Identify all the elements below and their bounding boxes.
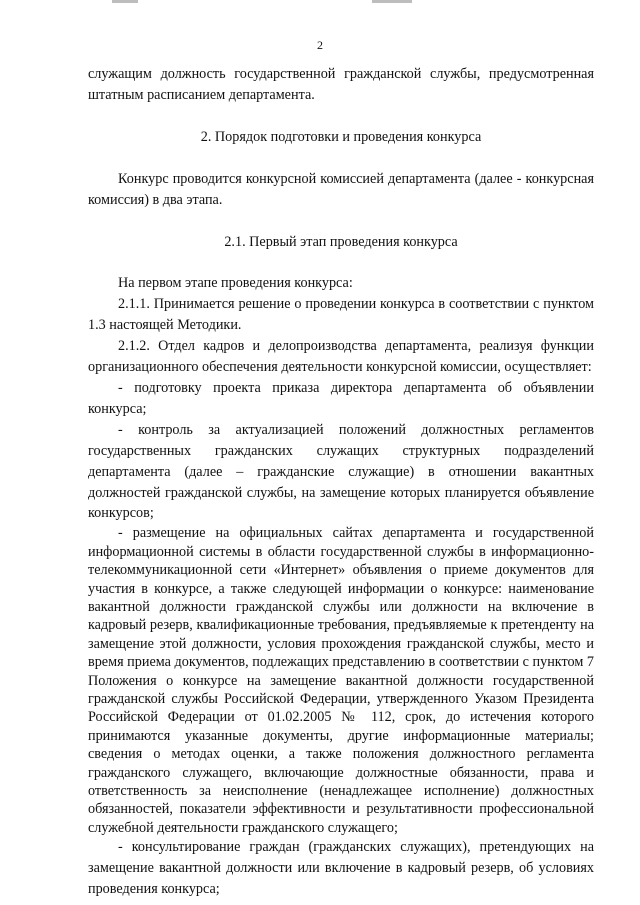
bullet-item: - подготовку проекта приказа директора департамента об объявлении конкурса; xyxy=(88,379,594,417)
bullet-item: - консультирование граждан (гражданских служащих), претендующих на замещение вакантной должности или включение в кадровый резерв, об условиях проведения конкурса; xyxy=(88,839,594,898)
intro-paragraph: служащим должность государственной гражданской службы, предусмотренная штатным расписанием департамента. xyxy=(88,66,594,103)
section-2-1-lead: На первом этапе проведения конкурса: xyxy=(118,275,353,292)
bullet-item: - размещение на официальных сайтах департамента и государственной информационной системы в области государственной службы в информационно-телекоммуникационной сети «Интернет» объявления о приеме документов для участия в конкурсе, а также следующей информации о конкурсе: наименование вакантной должности гражданской службы или должности на включение в кадровый резерв, квалификационные требования, предъявляемые к претенденту на замещение этой должности, условия прохождения гражданской службы, место и время приема документов, подлежащих представлению в соответствии с пунктом 7 Положения о конкурсе на замещение вакантной должности государственной гражданской службы Российской Федерации, утвержденного Указом Президента Российской Федерации от 01.02.2005 № 112, срок, до истечения которого принимаются указанные документы, другие информационные материалы; сведения о методах оценки, а также положения должностного регламента гражданского служащего, включающие должностные обязанности, права и ответственность за неисполнение (ненадлежащее исполнение) должностных обязанностей, показатели эффективности и результативности профессиональной служебной деятельности гражданского служащего; xyxy=(88,525,594,836)
scan-mark xyxy=(112,0,138,3)
section-2-paragraph: Конкурс проводится конкурсной комиссией департамента (далее - конкурсная комиссия) в два этапа. xyxy=(88,170,594,208)
page-number: 2 xyxy=(317,38,323,52)
section-2-heading: 2. Порядок подготовки и проведения конкурса xyxy=(200,128,482,145)
section-2-1-heading: 2.1. Первый этап проведения конкурса xyxy=(224,233,458,250)
document-body xyxy=(88,64,594,900)
clause-2-1-2: 2.1.2. Отдел кадров и делопроизводства департамента, реализуя функции организационного обеспечения деятельности конкурсной комиссии, осуществляет: xyxy=(88,338,594,376)
clause-2-1-1: 2.1.1. Принимается решение о проведении конкурса в соответствии с пунктом 1.3 настоящей Методики. xyxy=(88,296,594,334)
bullet-item: - контроль за актуализацией положений должностных регламентов государственных гражданских служащих структурных подразделений департамента (далее – гражданские служащие) в отношении вакантных должностей гражданской службы, на замещение которых планируется объявление конкурсов; xyxy=(88,421,594,522)
scan-mark xyxy=(372,0,412,3)
